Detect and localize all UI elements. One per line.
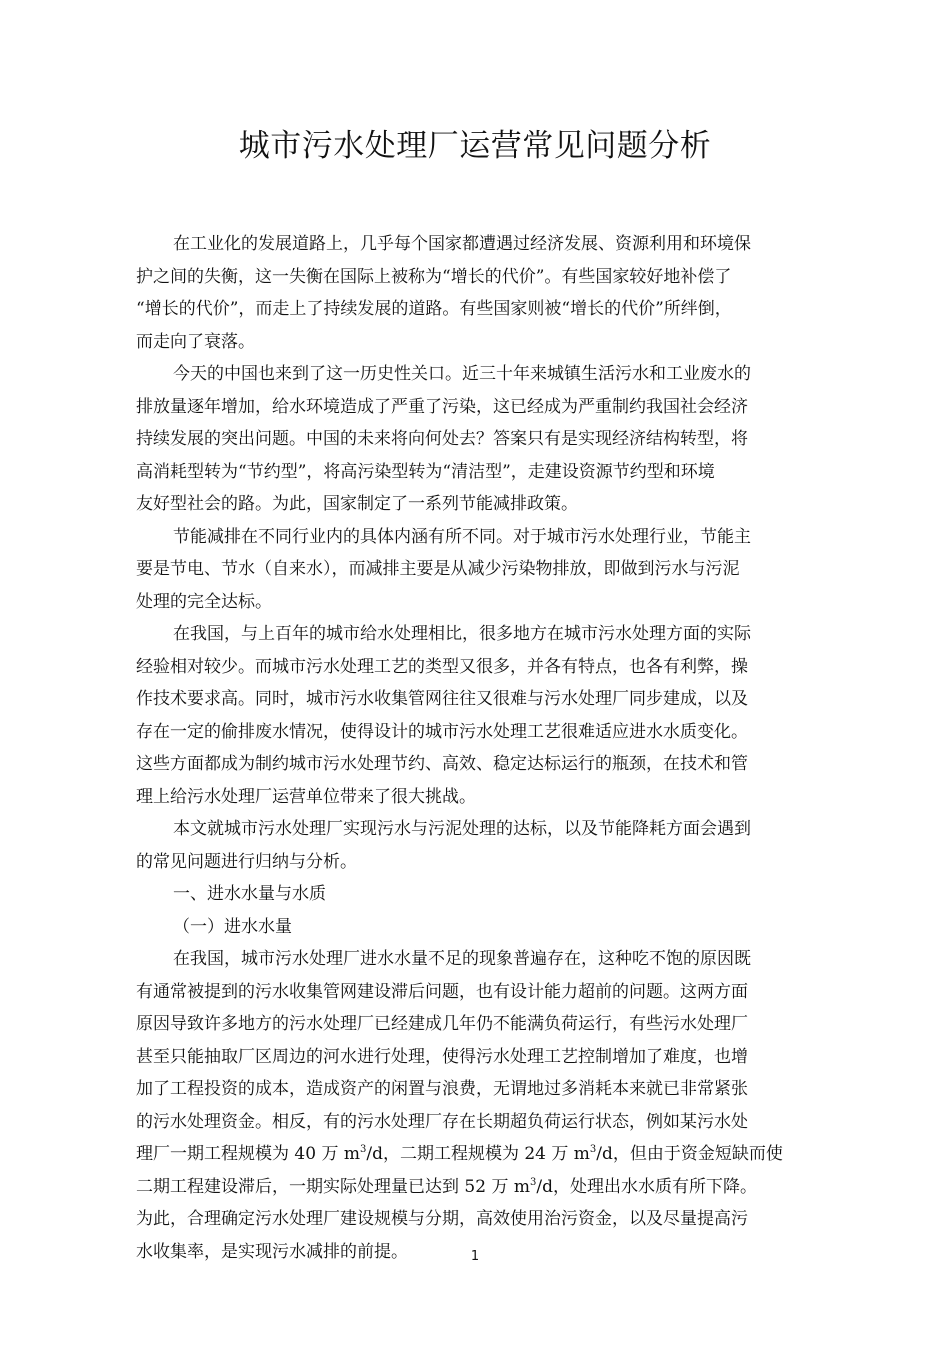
paragraph-line-with-superscript — [136, 1171, 816, 1204]
paragraph-line: 的常见问题进行归纳与分析。 — [136, 851, 357, 872]
line-segment: /d，处理出水水质有所下降。 — [536, 1176, 757, 1197]
paragraph-line: 持续发展的突出问题。中国的未来将向何处去？答案只有是实现经济结构转型，将 — [136, 429, 748, 449]
paragraph-line: 有通常被提到的污水收集管网建设滞后问题，也有设计能力超前的问题。这两方面 — [136, 981, 748, 1002]
paragraph-line: 存在一定的偷排废水情况，使得设计的城市污水处理工艺很难适应进水水质变化。 — [136, 721, 748, 742]
paragraph-line: 要是节电、节水（自来水），而减排主要是从减少污染物排放，即做到污水与污泥 — [136, 559, 740, 579]
paragraph-line: 在我国，与上百年的城市给水处理相比，很多地方在城市污水处理方面的实际 — [173, 624, 751, 644]
paragraph-line: 甚至只能抽取厂区周边的河水进行处理，使得污水处理工艺控制增加了难度，也增 — [136, 1046, 748, 1067]
paragraph-line: 今天的中国也来到了这一历史性关口。近三十年来城镇生活污水和工业废水的 — [173, 364, 751, 384]
subsection-heading: （一）进水水量 — [173, 916, 292, 937]
paragraph-line-with-superscript — [136, 1138, 816, 1171]
paragraph-line: 处理的完全达标。 — [136, 591, 272, 612]
paragraph-line: 加了工程投资的成本，造成资产的闲置与浪费，无谓地过多消耗本来就已非常紧张 — [136, 1079, 748, 1099]
page-number: 1 — [470, 1249, 480, 1264]
paragraph-line: “增长的代价”，而走上了持续发展的道路。有些国家则被“增长的代价”所绊倒， — [136, 299, 732, 319]
line-segment: 二期工程建设滞后，一期实际处理量已达到 52 万 m — [136, 1176, 530, 1197]
paragraph-line: 为此，合理确定污水处理厂建设规模与分期，高效使用治污资金，以及尽量提高污 — [136, 1209, 748, 1229]
superscript: 3 — [589, 1144, 597, 1155]
paragraph-line: 排放量逐年增加，给水环境造成了严重了污染，这已经成为严重制约我国社会经济 — [136, 396, 748, 417]
document-title: 城市污水处理厂运营常见问题分析 — [238, 128, 712, 164]
paragraph-line: 而走向了衰落。 — [136, 331, 255, 352]
paragraph-line: 这些方面都成为制约城市污水处理节约、高效、稳定达标运行的瓶颈，在技术和管 — [136, 754, 748, 774]
paragraph-line: 在工业化的发展道路上，几乎每个国家都遭遇过经济发展、资源利用和环境保 — [173, 234, 751, 254]
paragraph-line: 的污水处理资金。相反，有的污水处理厂存在长期超负荷运行状态，例如某污水处 — [136, 1111, 748, 1132]
paragraph-line: 本文就城市污水处理厂实现污水与污泥处理的达标，以及节能降耗方面会遇到 — [173, 819, 751, 839]
line-segment: /d，但由于资金短缺而使 — [596, 1144, 783, 1164]
document-body — [136, 228, 816, 1268]
superscript: 3 — [359, 1144, 367, 1155]
paragraph-line: 理上给污水处理厂运营单位带来了很大挑战。 — [136, 786, 476, 807]
line-segment: 理厂一期工程规模为 40 万 m — [136, 1144, 360, 1164]
paragraph-line: 原因导致许多地方的污水处理厂已经建成几年仍不能满负荷运行，有些污水处理厂 — [136, 1014, 748, 1034]
paragraph-line: 作技术要求高。同时，城市污水收集管网往往又很难与污水处理厂同步建成，以及 — [136, 689, 748, 709]
paragraph-line: 护之间的失衡，这一失衡在国际上被称为“增长的代价”。有些国家较好地补偿了 — [136, 266, 732, 287]
paragraph-line: 在我国，城市污水处理厂进水水量不足的现象普遍存在，这种吃不饱的原因既 — [173, 949, 751, 969]
paragraph-line: 高消耗型转为“节约型”，将高污染型转为“清洁型”，走建设资源节约型和环境 — [136, 461, 715, 482]
paragraph-line: 节能减排在不同行业内的具体内涵有所不同。对于城市污水处理行业，节能主 — [173, 526, 751, 547]
superscript: 3 — [529, 1176, 537, 1188]
paragraph-line: 友好型社会的路。为此，国家制定了一系列节能减排政策。 — [136, 494, 578, 514]
line-segment: /d，二期工程规模为 24 万 m — [366, 1144, 590, 1164]
paragraph-line: 水收集率，是实现污水减排的前提。 — [136, 1241, 408, 1262]
paragraph-line: 经验相对较少。而城市污水处理工艺的类型又很多，并各有特点，也各有利弊，操 — [136, 656, 748, 677]
section-heading: 一、进水水量与水质 — [173, 884, 326, 904]
